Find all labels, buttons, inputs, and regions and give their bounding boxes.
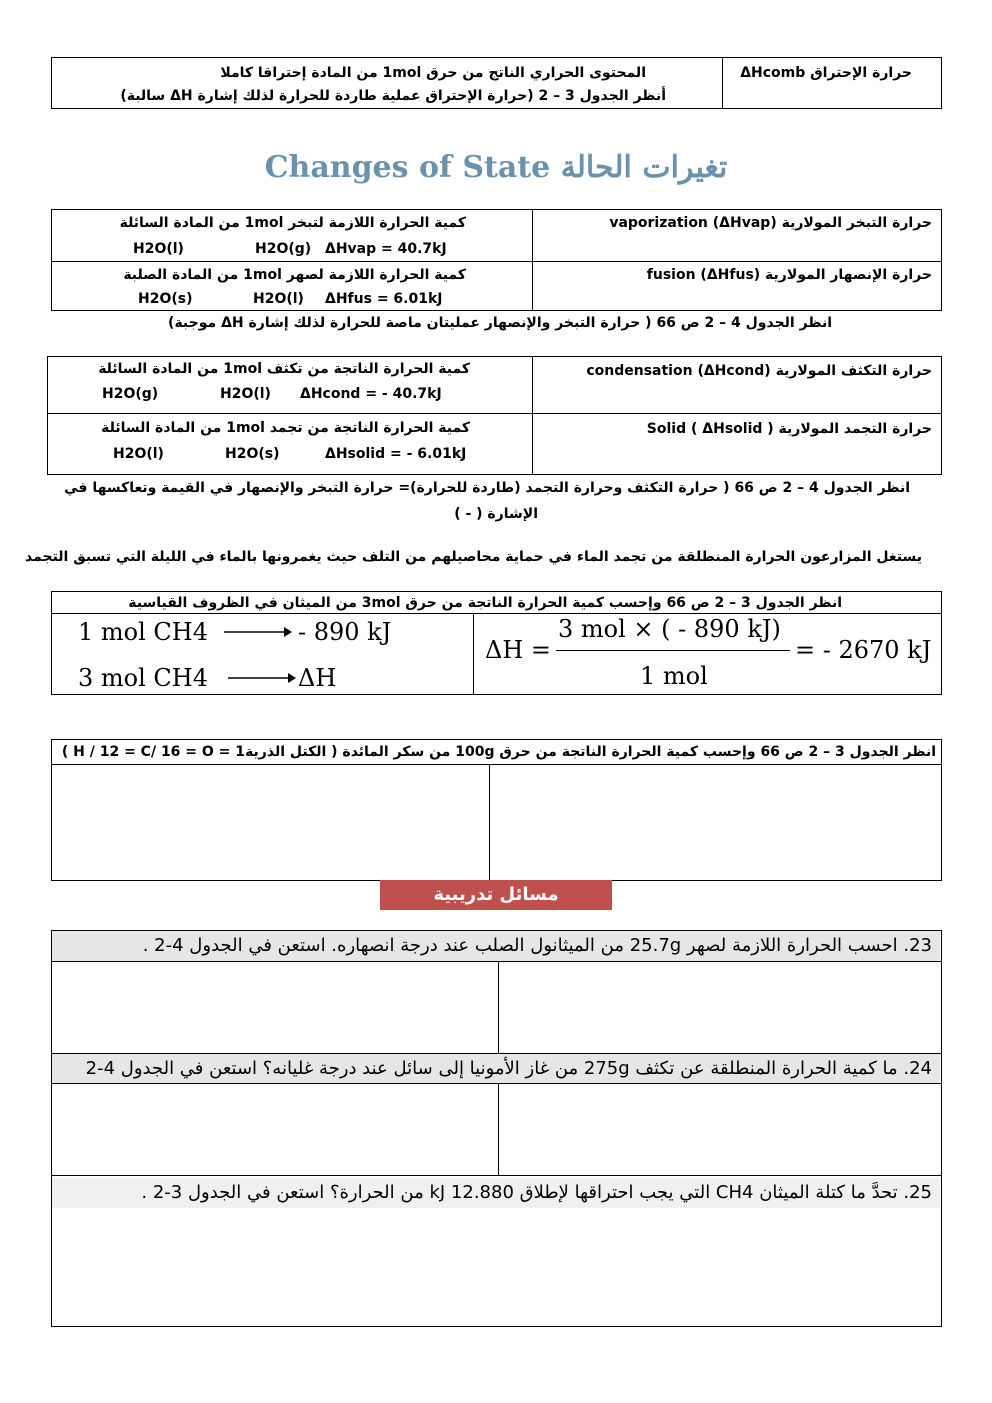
calc-lhs: ΔH = — [485, 636, 551, 664]
example1-header-divider — [51, 613, 942, 614]
fus-term: حرارة الإنصهار المولارية fusion (ΔHfus) — [646, 267, 932, 283]
cond-eq-mid: H2O(l) — [220, 386, 271, 402]
cond-solid-row-divider — [47, 413, 942, 414]
vap-fus-row-divider — [51, 261, 942, 262]
example2-answer-right[interactable] — [490, 765, 941, 880]
cond-definition: كمية الحرارة الناتجة من تكثف 1mol من المادة السائلة — [98, 361, 470, 377]
fus-definition: كمية الحرارة اللازمة لصهر 1mol من المادة الصلبة — [123, 267, 466, 283]
vap-definition: كمية الحرارة اللازمة لتبخر 1mol من المادة السائلة — [119, 215, 466, 231]
calc-fraction-bar — [556, 650, 790, 651]
example2-answer-left[interactable] — [52, 765, 488, 880]
practice-banner: مسائل تدريبية — [380, 880, 612, 910]
vap-fus-note: انظر الجدول 4 – 2 ص 66 ( حرارة التبخر والإنصهار عمليتان ماصة للحرارة لذلك إشارة ΔH موجبة) — [168, 315, 832, 331]
question-24: 24. ما كمية الحرارة المنطلقة عن تكثف 275g من غاز الأمونيا إلى سائل عند درجة غليانه؟ استعن في الجدول 4-2 — [52, 1054, 940, 1084]
q25-answer-area[interactable] — [52, 1210, 941, 1326]
combustion-divider — [722, 57, 723, 109]
cond-term: حرارة التكثف المولارية condensation (ΔHcond) — [586, 363, 932, 379]
example1-line2-right: ΔH — [298, 664, 337, 692]
cond-eq-left: H2O(g) — [102, 386, 159, 402]
solid-eq-left: H2O(l) — [113, 446, 164, 462]
solid-definition: كمية الحرارة الناتجة من تجمد 1mol من المادة السائلة — [101, 420, 470, 436]
example1-header: انظر الجدول 3 – 2 ص 66 وإحسب كمية الحرارة الناتجة من حرق 3mol من الميثان في الظروف القياسية — [128, 595, 842, 611]
example1-divider — [473, 613, 474, 695]
example1-arrow-1 — [222, 624, 292, 640]
cond-solid-note-2: الإشارة ( - ) — [454, 506, 538, 522]
page-title: Changes of State تغيرات الحالة — [264, 150, 728, 185]
example1-line1-right: - 890 kJ — [298, 618, 392, 646]
cond-solid-note-1: انظر الجدول 4 – 2 ص 66 ( حرارة التكثف وحرارة التجمد (طاردة للحرارة)= حرارة التبخر والإنصهار في القيمة وتعاكسها في — [64, 480, 910, 496]
vap-term: حرارة التبخر المولارية vaporization (ΔHvap) — [609, 215, 932, 231]
combustion-term: حرارة الإحتراق ΔHcomb — [740, 65, 912, 81]
q24-answer-left[interactable] — [52, 1084, 497, 1174]
q23-answer-left[interactable] — [52, 962, 497, 1052]
combustion-note: أنظر الجدول 3 – 2 (حرارة الإحتراق عملية طاردة للحرارة لذلك إشارة ΔH سالبة) — [120, 88, 666, 104]
question-25: 25. تحدَّ ما كتلة الميثان CH4 التي يجب احتراقها لإطلاق 12.880 kJ من الحرارة؟ استعن في الجدول 3-2 . — [52, 1178, 940, 1208]
vap-eq-dh: ΔHvap = 40.7kJ — [325, 241, 447, 257]
solid-eq-mid: H2O(s) — [225, 446, 280, 462]
question-23: 23. احسب الحرارة اللازمة لصهر 25.7g من الميثانول الصلب عند درجة انصهاره. استعن في الجدول 4-2 . — [52, 931, 940, 961]
example1-line1-left: 1 mol CH4 — [78, 618, 208, 646]
fus-eq-left: H2O(s) — [138, 291, 193, 307]
example2-header: انظر الجدول 3 – 2 ص 66 وإحسب كمية الحرارة الناتجة من حرق 100g من سكر المائدة ( الكتل الذرية1 = H / 12 = C/ 16 = O ) — [61, 744, 936, 760]
solid-term: حرارة التجمد المولارية Solid ( ΔHsolid ) — [646, 421, 932, 437]
vap-fus-divider — [532, 209, 533, 311]
q25-top-divider — [51, 1175, 942, 1176]
example1-arrow-2 — [226, 670, 296, 686]
fus-eq-mid: H2O(l) — [253, 291, 304, 307]
solid-eq-dh: ΔHsolid = - 6.01kJ — [325, 446, 467, 462]
calc-result: = - 2670 kJ — [795, 636, 932, 664]
vap-eq-mid: H2O(g) — [255, 241, 312, 257]
calc-numerator: 3 mol × ( - 890 kJ) — [558, 615, 781, 643]
cond-solid-divider — [532, 356, 533, 475]
vap-eq-left: H2O(l) — [133, 241, 184, 257]
example1-line2-left: 3 mol CH4 — [78, 664, 208, 692]
q23-answer-right[interactable] — [499, 962, 941, 1052]
combustion-definition: المحتوى الحراري الناتج من حرق 1mol من المادة إحتراقا كاملا — [220, 65, 646, 81]
cond-eq-dh: ΔHcond = - 40.7kJ — [300, 386, 442, 402]
calc-denominator: 1 mol — [640, 662, 708, 690]
fus-eq-dh: ΔHfus = 6.01kJ — [325, 291, 443, 307]
farmers-note: يستغل المزارعون الحرارة المنطلقة من تجمد الماء في حماية محاصيلهم من التلف حيث يغمرونها بالماء في الليلة التي تسبق التجمد — [25, 549, 922, 565]
q24-answer-right[interactable] — [499, 1084, 941, 1174]
